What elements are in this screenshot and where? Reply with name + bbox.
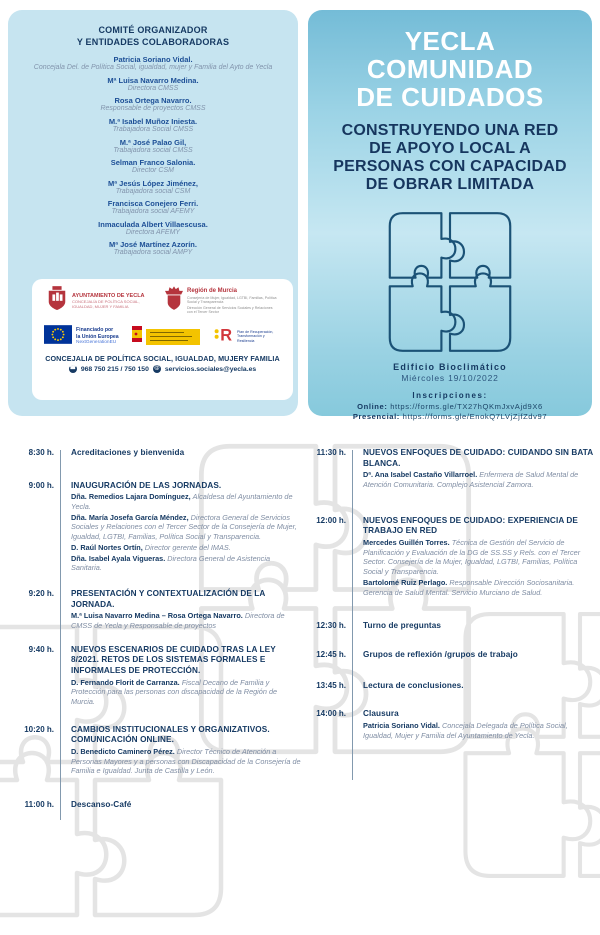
item-time: 8:30 h. xyxy=(28,448,54,457)
item-title: NUEVOS ESCENARIOS DE CUIDADO TRAS LA LEY 8/2021. RETOS DE LOS SISTEMAS FORMALES E INFORMALES DE PROTECCIÓN. xyxy=(71,644,276,675)
schedule-item xyxy=(306,709,598,740)
member-name: Inmaculada Albert Villaescusa. xyxy=(98,219,208,229)
committee-member xyxy=(30,158,276,175)
item-title: Lectura de conclusiones. xyxy=(363,680,464,690)
eu-text-line3: NextGenerationEU xyxy=(76,339,117,345)
presencial-link[interactable]: https://forms.gle/EnokQ7LVjZjfZdv97 xyxy=(402,412,548,422)
event-subtitle-line3: PERSONAS CON CAPACIDAD xyxy=(333,158,567,176)
plan-r-letter: R xyxy=(220,326,233,344)
member-name: M.ª Isabel Muñoz Iniesta. xyxy=(108,117,198,127)
speaker-line xyxy=(363,578,598,597)
speaker-name: D. Raúl Nortes Ortín, xyxy=(71,542,143,552)
event-title xyxy=(308,28,592,111)
member-name: Mª Jesús López Jiménez, xyxy=(108,178,198,188)
item-time: 12:00 h. xyxy=(316,515,346,525)
committee-member xyxy=(30,96,276,113)
puzzle-icon xyxy=(357,206,543,358)
schedule-item xyxy=(306,650,598,661)
committee-heading xyxy=(30,25,276,48)
event-date: Miércoles 19/10/2022 xyxy=(401,373,499,384)
speaker-name: Mercedes Guillén Torres. xyxy=(363,538,450,548)
item-time: 11:00 h. xyxy=(24,800,54,810)
committee-heading-line2: Y ENTIDADES COLABORADORAS xyxy=(76,36,230,47)
recovery-plan-logo xyxy=(213,324,281,349)
eu-text-line2: la Unión Europea xyxy=(76,333,119,340)
member-role: Trabajadora social CSM xyxy=(115,187,191,195)
murcia-shield-icon xyxy=(165,286,183,317)
presencial-registration xyxy=(308,412,592,421)
contact-email: servicios.sociales@yecla.es xyxy=(164,365,257,373)
schedule-item xyxy=(306,621,598,632)
item-title: INAUGURACIÓN DE LAS JORNADAS. xyxy=(71,480,222,490)
item-time: 13:45 h. xyxy=(316,680,346,690)
region-murcia-logo xyxy=(165,286,279,317)
spain-ministry-text-block xyxy=(146,329,200,345)
schedule-item xyxy=(14,645,302,707)
speaker-role: Directora General de Asistencia Sanitaria. xyxy=(71,553,271,573)
speaker-name: Dña. María Josefa García Méndez, xyxy=(71,512,189,522)
speaker-line xyxy=(71,747,302,776)
item-time: 12:30 h. xyxy=(316,621,346,631)
speaker-line xyxy=(71,543,302,553)
region-murcia-sub1: Consejería de Mujer, Igualdad, LGTBI, Familias, Política Social y Transparencia xyxy=(187,295,277,305)
schedule-item xyxy=(14,481,302,573)
title-panel xyxy=(308,10,592,422)
member-name: Francisca Conejero Ferri. xyxy=(107,199,199,209)
member-name: Patricia Soriano Vidal. xyxy=(113,55,193,65)
schedule-item xyxy=(14,800,302,811)
speaker-name: D. Benedicto Caminero Pérez. xyxy=(71,747,175,757)
member-role: Trabajadora Social CMSS xyxy=(112,126,194,134)
speaker-role: Responsable Dirección Sociosanitaria. Gerencia de Salud Mental. Servicio Murciano de Salud. xyxy=(363,577,575,597)
member-name: Rosa Ortega Navarro. xyxy=(114,96,192,106)
committee-list xyxy=(8,10,298,257)
event-subtitle xyxy=(308,122,592,194)
eu-flag-icon xyxy=(44,325,72,349)
event-subtitle-line4: DE OBRAR LIMITADA xyxy=(365,176,535,194)
inscriptions-heading: Inscripciones: xyxy=(412,391,488,401)
speaker-name: Dña. Isabel Ayala Vigueras. xyxy=(71,553,166,563)
item-time: 10:20 h. xyxy=(24,724,54,734)
committee-panel xyxy=(8,10,298,416)
committee-heading-line1: COMITÉ ORGANIZADOR xyxy=(98,25,208,35)
item-title: NUEVOS ENFOQUES DE CUIDADO: EXPERIENCIA DE TRABAJO EN RED xyxy=(363,515,578,536)
region-murcia-name: Región de Murcia xyxy=(187,288,238,295)
plan-r-icon xyxy=(213,324,233,349)
speaker-name: Bartolomé Ruiz Perlago. xyxy=(363,577,448,587)
event-title-line3: DE CUIDADOS xyxy=(356,81,544,112)
item-time: 9:20 h. xyxy=(28,588,54,598)
member-role: Directora CMSS xyxy=(127,84,179,92)
item-title: PRESENTACIÓN Y CONTEXTUALIZACIÓN DE LA JORNADA. xyxy=(71,588,266,609)
online-link[interactable]: https://forms.gle/TX27hQKmJxvAjd9X6 xyxy=(390,401,543,411)
contact-department: CONCEJALIA DE POLÍTICA SOCIAL, IGUALDAD, MUJERY FAMILIA xyxy=(45,354,280,363)
committee-member xyxy=(30,240,276,257)
schedule-left-column xyxy=(14,448,302,824)
speaker-name: Dña. Remedios Lajara Domínguez, xyxy=(71,492,191,502)
member-role: Concejala Del. de Política Social, igualdad, mujer y Familia del Ayto de Yecla xyxy=(33,64,273,72)
item-time: 9:40 h. xyxy=(28,644,54,654)
item-time: 14:00 h. xyxy=(316,709,346,719)
schedule-item xyxy=(14,725,302,776)
presencial-label: Presencial: xyxy=(352,412,400,422)
ayuntamiento-yecla-logo xyxy=(46,286,158,317)
ayuntamiento-sub: CONCEJALÍA DE POLÍTICA SOCIAL, IGUALDAD, MUJER Y FAMILIA xyxy=(72,299,140,310)
member-role: Responsable de proyectos CMSS xyxy=(100,105,206,113)
sponsor-logos-box xyxy=(32,279,293,400)
plan-text: Plan de Recuperación, Transformación y Resiliencia xyxy=(236,329,274,343)
item-title: Acreditaciones y bienvenida xyxy=(71,448,185,457)
venue-name: Edificio Bioclimático xyxy=(393,362,507,373)
speaker-role: Director gerente del IMAS. xyxy=(144,542,231,552)
schedule-item xyxy=(306,681,598,692)
speaker-role: Director Técnico de Atención a Personas Mayores y a personas con Discapacidad de la Consejería de Familia e Igualdad. Junta de Castilla y León. xyxy=(71,747,301,776)
email-icon: @ xyxy=(154,365,160,372)
online-label: Online: xyxy=(357,401,388,411)
speaker-role: Enfermera de Salud Mental de Atención Comunitaria. Complejo Asistencial Zamora. xyxy=(363,470,579,490)
member-name: M.ª José Palao Gil, xyxy=(119,137,187,147)
speaker-role: Directora de CMSS de Yecla y Responsable de proyectos xyxy=(71,611,285,630)
member-role: Trabajadora social AFEMY xyxy=(111,208,195,216)
speaker-role: Directora General de Servicios Sociales y Relaciones con el Tercer Sector de la Consejería de Mujer, Igualdad, LGTBI, Familias, Política Social y Transparencia. xyxy=(71,512,297,542)
spain-government-logo xyxy=(132,326,200,347)
committee-member xyxy=(30,55,276,72)
item-title: Grupos de reflexión /grupos de trabajo xyxy=(363,649,518,659)
speaker-line xyxy=(363,721,598,740)
contact-phone: 968 750 215 / 750 150 xyxy=(80,365,149,373)
spain-flag-icon xyxy=(132,326,142,347)
item-time: 12:45 h. xyxy=(316,649,346,659)
schedule-item xyxy=(306,516,598,598)
event-subtitle-line1: CONSTRUYENDO UNA RED xyxy=(341,122,559,140)
speaker-name: D. Fernando Florit de Carranza. xyxy=(71,677,180,687)
member-role: Trabajadora social CMSS xyxy=(113,146,193,154)
item-time: 11:30 h. xyxy=(316,448,346,457)
speaker-line xyxy=(71,513,302,542)
event-subtitle-line2: DE APOYO LOCAL A xyxy=(369,140,531,158)
member-name: Selman Franco Salonia. xyxy=(110,158,196,168)
speaker-line xyxy=(71,554,302,573)
committee-member xyxy=(30,76,276,93)
item-title: Turno de preguntas xyxy=(363,621,442,631)
event-title-line1: YECLA xyxy=(404,26,496,56)
item-title: CAMBIOS INSTITUCIONALES Y ORGANIZATIVOS. COMUNICACIÓN ONLINE. xyxy=(71,724,270,745)
yecla-shield-icon xyxy=(46,286,68,317)
speaker-role: Técnica de Gestión del Servicio de Planificación y Evaluación de la DG de SS.SS y Rels. con el Tercer Sector. Consejería de la Mujer, Igualdad, LGTBI, Familias, Política Social y Transparencia. xyxy=(363,538,581,577)
contact-block xyxy=(40,354,285,373)
speaker-line xyxy=(363,538,598,577)
event-title-line2: COMUNIDAD xyxy=(366,53,534,84)
member-name: Mª José Martínez Azorín. xyxy=(109,240,197,250)
phone-icon: ☎ xyxy=(69,365,77,372)
item-title: NUEVOS ENFOQUES DE CUIDADO: CUIDANDO SIN BATA BLANCA. xyxy=(363,448,593,468)
speaker-line xyxy=(363,470,598,489)
speaker-name: Dª. Ana Isabel Castaño Villarroel. xyxy=(363,470,478,480)
speaker-role: Alcaldesa del Ayuntamiento de Yecla. xyxy=(71,492,293,512)
schedule-right-column xyxy=(306,448,598,784)
speaker-name: Patricia Soriano Vidal. xyxy=(363,720,440,730)
speaker-line xyxy=(71,611,302,630)
committee-member xyxy=(30,117,276,134)
committee-member xyxy=(30,220,276,237)
speaker-role: Concejala Delegada de Política Social, Igualdad, Mujer y Familia del Ayuntamiento de Yecla. xyxy=(363,720,568,740)
speaker-name: M.ª Luisa Navarro Medina – Rosa Ortega Navarro. xyxy=(71,611,243,621)
committee-member xyxy=(30,179,276,196)
committee-member xyxy=(30,138,276,155)
schedule-item xyxy=(14,589,302,631)
schedule-item xyxy=(306,448,598,490)
speaker-line xyxy=(71,678,302,707)
online-registration xyxy=(308,402,592,411)
committee-member xyxy=(30,199,276,216)
member-role: Director CSM xyxy=(131,167,174,175)
item-time: 9:00 h. xyxy=(28,480,54,490)
eu-text-line1: Financiado por xyxy=(76,327,114,334)
member-role: Trabajadora social AMPY xyxy=(113,249,193,257)
member-name: Mª Luisa Navarro Medina. xyxy=(107,75,199,85)
item-title: Descanso-Café xyxy=(71,800,132,810)
member-role: Directora AFEMY xyxy=(125,228,181,236)
item-title: Clausura xyxy=(363,709,399,719)
speaker-role: Fiscal Decano de Familia y Protección para las personas con discapacidad de la Región de Murcia. xyxy=(71,677,278,707)
region-murcia-sub2: Dirección General de Servicios Sociales y Relaciones con el Tercer Sector xyxy=(187,305,273,315)
speaker-line xyxy=(71,492,302,511)
eu-funding-logo xyxy=(44,325,119,349)
ayuntamiento-name: AYUNTAMIENTO DE YECLA xyxy=(72,293,145,300)
schedule-item xyxy=(14,448,302,459)
